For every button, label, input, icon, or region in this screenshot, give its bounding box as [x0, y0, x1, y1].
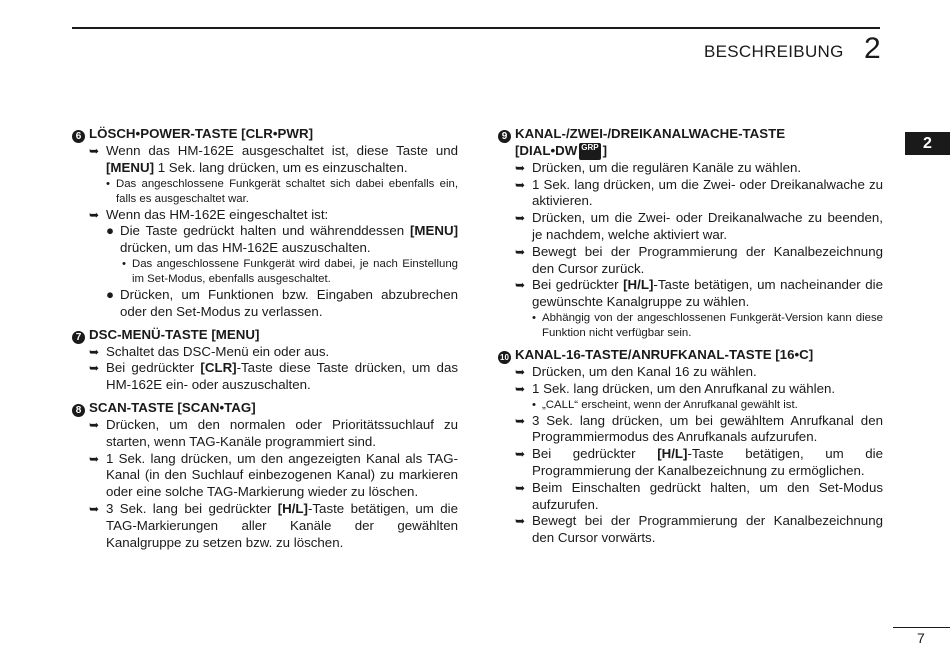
- arrow-icon: ➥: [89, 417, 100, 432]
- list-item: [72, 451, 458, 501]
- section-number: 8: [72, 404, 85, 417]
- list-item: [498, 381, 883, 398]
- section-title: [72, 327, 458, 344]
- key-label: [MENU]: [409, 223, 458, 239]
- sub-item: [72, 223, 458, 257]
- section-heading: KANAL-/ZWEI-/DREIKANALWACHE-TASTE: [515, 126, 786, 141]
- section-16-c: [498, 347, 883, 547]
- list-item: [498, 413, 883, 447]
- arrow-icon: ➥: [515, 413, 526, 428]
- item-text: Die Taste gedrückt halten und währenddessen: [120, 223, 410, 239]
- section-heading: [DIAL•DW: [515, 143, 578, 158]
- section-heading: ]: [602, 143, 608, 158]
- list-item: [498, 177, 883, 211]
- header-rule: [72, 27, 880, 29]
- section-number: 10: [498, 351, 511, 364]
- list-item: [498, 513, 883, 547]
- note-text: Das angeschlossene Funkgerät wird dabei, je nach Einstellung im Set-Modus, ebenfalls ausgeschaltet.: [132, 257, 458, 285]
- list-item: [498, 277, 883, 311]
- key-label: [H/L]: [657, 446, 688, 462]
- note-item: [72, 177, 458, 207]
- item-text: Wenn das HM-162E ausgeschaltet ist, diese Taste und: [106, 143, 458, 158]
- arrow-icon: ➥: [515, 447, 526, 462]
- item-text: 1 Sek. lang drücken, um den Anrufkanal zu wählen.: [532, 380, 836, 396]
- section-heading: DSC-MENÜ-TASTE [MENU]: [89, 326, 260, 342]
- arrow-icon: ➥: [515, 514, 526, 529]
- arrow-icon: ➥: [515, 244, 526, 259]
- filled-circle-icon: ●: [106, 286, 115, 302]
- item-text: Bewegt bei der Programmierung der Kanalbezeichnung den Cursor zurück.: [532, 243, 883, 276]
- key-label: [MENU]: [106, 159, 155, 175]
- arrow-icon: ➥: [89, 144, 100, 158]
- item-text: -Taste betätigen, um die TAG-Markierungen aller Kanäle der gewählten Kanalgruppe zu setzen bzw. zu löschen.: [106, 500, 458, 550]
- arrow-icon: ➥: [515, 381, 526, 396]
- arrow-icon: ➥: [89, 344, 100, 359]
- arrow-icon: ➥: [89, 451, 100, 466]
- item-text: Drücken, um den Kanal 16 zu wählen.: [532, 363, 757, 379]
- list-item: [498, 364, 883, 381]
- item-text: -Taste diese Taste drücken, um das HM-162E ein- oder auszuschalten.: [106, 360, 458, 393]
- arrow-icon: ➥: [89, 361, 100, 376]
- item-text: -Taste betätigen, um die Programmierung der Kanalbezeichnung zu ermöglichen.: [532, 446, 883, 478]
- note-text: Abhängig von der angeschlossenen Funkgerät-Version kann diese Funktion nicht verfügbar sein.: [542, 311, 883, 339]
- section-heading: KANAL-16-TASTE/ANRUFKANAL-TASTE [16•C]: [515, 346, 814, 362]
- sub-item: [72, 287, 458, 321]
- item-text: 3 Sek. lang drücken, um bei gewähltem Anrufkanal den Programmiermodus des Anrufkanals aufzurufen.: [532, 412, 883, 445]
- key-label: [H/L]: [277, 500, 308, 516]
- section-title-line2: [498, 143, 883, 160]
- bullet-icon: •: [106, 177, 110, 190]
- bullet-icon: •: [122, 257, 126, 270]
- list-item: [498, 446, 883, 480]
- chapter-tab-label: 2: [923, 134, 932, 152]
- list-item: [498, 244, 883, 278]
- section-title: [498, 126, 883, 143]
- right-column: [498, 124, 883, 553]
- note-text: Das angeschlossene Funkgerät schaltet sich dabei ebenfalls ein, falls es ausgeschaltet war.: [116, 177, 458, 205]
- list-item: [72, 501, 458, 551]
- filled-circle-icon: ●: [106, 223, 115, 239]
- page-number: 7: [917, 630, 925, 646]
- item-text: Bei gedrückter: [532, 277, 624, 293]
- item-text: Bei gedrückter: [532, 446, 658, 462]
- bullet-icon: •: [532, 311, 536, 324]
- section-clr-pwr: [72, 126, 458, 321]
- item-text: drücken, um das HM-162E auszuschalten.: [120, 240, 371, 256]
- item-text: Drücken, um Funktionen bzw. Eingaben abzubrechen oder den Set-Modus zu verlassen.: [120, 286, 458, 319]
- bullet-icon: •: [532, 398, 536, 411]
- item-text: Drücken, um die Zwei- oder Dreikanalwache zu beenden, je nachdem, welche aktiviert war.: [532, 210, 883, 242]
- section-dial-dw: [498, 126, 883, 341]
- item-text: -Taste betätigen, um nacheinander die gewünschte Kanalgruppe zu wählen.: [532, 277, 883, 310]
- item-text: Schaltet das DSC-Menü ein oder aus.: [106, 343, 330, 359]
- chapter-number: 2: [864, 32, 881, 65]
- section-number: 6: [72, 130, 85, 143]
- section-number: 9: [498, 130, 511, 143]
- item-text: Drücken, um den normalen oder Prioritätssuchlauf zu starten, wenn TAG-Kanäle programmiert sind.: [106, 416, 458, 449]
- footer-rule: [893, 627, 950, 628]
- section-menu: [72, 327, 458, 394]
- item-text: 1 Sek. lang drücken, um es einzuschalten.: [154, 159, 408, 175]
- list-item: [72, 143, 458, 177]
- item-text: Wenn das HM-162E eingeschaltet ist:: [106, 206, 329, 222]
- section-number: 7: [72, 331, 85, 344]
- list-item: [498, 480, 883, 514]
- item-text: Bei gedrückter: [106, 360, 201, 376]
- header-title: BESCHREIBUNG: [704, 42, 844, 61]
- item-text: 3 Sek. lang bei gedrückter: [106, 500, 278, 516]
- arrow-icon: ➥: [515, 480, 526, 495]
- section-title: [72, 400, 458, 417]
- section-heading: LÖSCH•POWER-TASTE [CLR•PWR]: [89, 126, 314, 141]
- item-text: 1 Sek. lang drücken, um die Zwei- oder Dreikanalwache zu aktivieren.: [532, 176, 883, 209]
- section-title: [498, 347, 883, 364]
- list-item: [72, 360, 458, 394]
- left-column: [72, 124, 458, 557]
- section-scan-tag: [72, 400, 458, 551]
- note-text: „CALL“ erscheint, wenn der Anrufkanal gewählt ist.: [542, 398, 798, 411]
- key-label: [CLR]: [200, 360, 237, 376]
- list-item: [72, 344, 458, 361]
- note-item: [498, 311, 883, 341]
- note-item: [498, 398, 883, 413]
- item-text: Beim Einschalten gedrückt halten, um den Set-Modus aufzurufen.: [532, 479, 883, 512]
- section-heading: SCAN-TASTE [SCAN•TAG]: [89, 399, 256, 415]
- arrow-icon: ➥: [515, 278, 526, 293]
- list-item: [498, 210, 883, 244]
- arrow-icon: ➥: [515, 211, 526, 226]
- item-text: 1 Sek. lang drücken, um den angezeigten Kanal als TAG-Kanal (in den Suchlauf einbezogenen Kanal) zu markieren oder eine solche TAG-Markierung wieder zu löschen.: [106, 450, 458, 500]
- arrow-icon: ➥: [515, 177, 526, 192]
- arrow-icon: ➥: [515, 160, 526, 175]
- note-item: [72, 257, 458, 287]
- key-label: [H/L]: [623, 277, 654, 293]
- item-text: Bewegt bei der Programmierung der Kanalbezeichnung den Cursor vorwärts.: [532, 513, 883, 546]
- list-item: [72, 417, 458, 451]
- section-title: [72, 126, 458, 143]
- arrow-icon: ➥: [89, 207, 100, 222]
- item-text: Drücken, um die regulären Kanäle zu wählen.: [532, 159, 802, 175]
- arrow-icon: ➥: [89, 501, 100, 516]
- chapter-tab: [905, 132, 950, 155]
- arrow-icon: ➥: [515, 364, 526, 379]
- grp-icon: GRP: [579, 143, 600, 160]
- list-item: [498, 160, 883, 177]
- list-item: [72, 207, 458, 224]
